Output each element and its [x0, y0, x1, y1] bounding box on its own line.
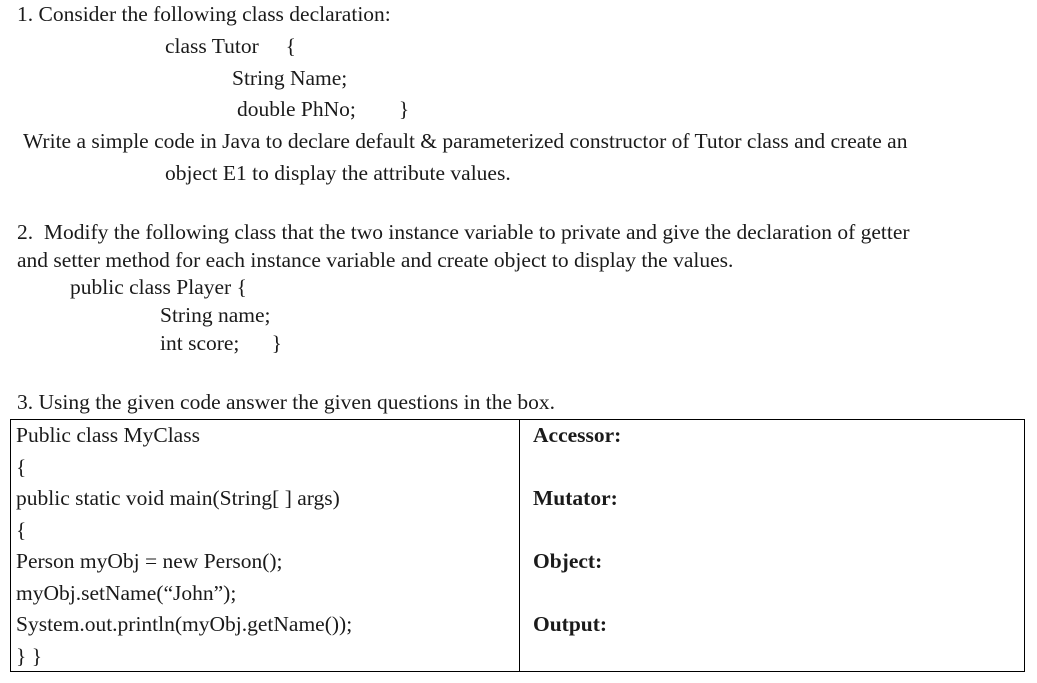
- q1-code-line: String Name;: [232, 66, 348, 90]
- q1-code-line: class Tutor {: [165, 34, 296, 58]
- q3-code-line: } }: [16, 644, 43, 668]
- q2-text-line: 2. Modify the following class that the two instance variable to private and give the declaration of getter: [17, 220, 910, 244]
- q3-code-line: {: [16, 518, 27, 542]
- q1-intro: 1. Consider the following class declaration:: [17, 2, 391, 26]
- q2-code-line: int score; }: [160, 331, 282, 355]
- q3-question-output: Output:: [533, 612, 608, 636]
- q2-code-line: public class Player {: [70, 275, 247, 299]
- q3-code-line: Person myObj = new Person();: [16, 549, 283, 573]
- q3-question-mutator: Mutator:: [533, 486, 618, 510]
- q3-question-accessor: Accessor:: [533, 423, 622, 447]
- q3-table-divider: [519, 419, 520, 672]
- q2-text-line: and setter method for each instance variable and create object to display the values.: [17, 248, 734, 272]
- q3-code-line: System.out.println(myObj.getName());: [16, 612, 353, 636]
- q3-intro: 3. Using the given code answer the given questions in the box.: [17, 390, 555, 414]
- q3-code-line: public static void main(String[ ] args): [16, 486, 340, 510]
- q3-code-line: myObj.setName(“John”);: [16, 581, 237, 605]
- q3-code-line: Public class MyClass: [16, 423, 200, 447]
- q1-task-line: Write a simple code in Java to declare default & parameterized constructor of Tutor class and create an: [23, 129, 908, 153]
- q3-question-object: Object:: [533, 549, 603, 573]
- q2-code-line: String name;: [160, 303, 271, 327]
- q3-code-line: {: [16, 455, 27, 479]
- q1-code-line: double PhNo; }: [237, 97, 410, 121]
- q1-task-line: object E1 to display the attribute values.: [165, 161, 511, 185]
